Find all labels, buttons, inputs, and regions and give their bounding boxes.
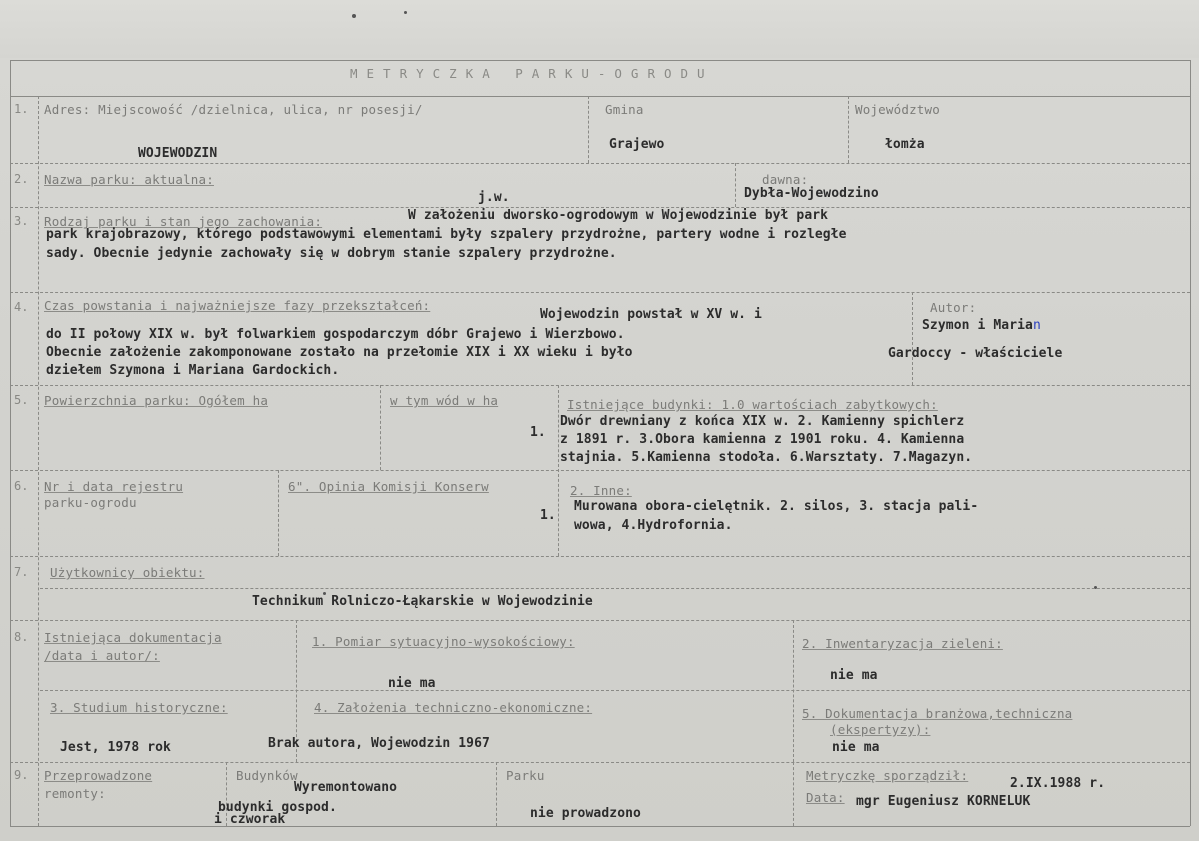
buildings-line-1: Dwór drewniany z końca XIX w. 2. Kamienny spichlerz (560, 414, 965, 429)
rule-row1 (10, 96, 1190, 97)
rule (380, 385, 381, 470)
gmina-value: Grajewo (609, 137, 665, 152)
prepared-by-value: mgr Eugeniusz KORNELUK (856, 794, 1031, 809)
frame-right (1190, 60, 1191, 826)
number-column-line (38, 96, 39, 826)
row-number-6: 6. (14, 479, 29, 493)
rule-row5 (10, 385, 1190, 386)
historical-study-label: 3. Studium historyczne: (50, 700, 228, 715)
water-area-label: w tym wód w ha (390, 393, 499, 408)
buildings-label: Istniejące budynki: 1.0 wartościach zabytkowych: (567, 397, 938, 412)
date-label: Data: (806, 790, 845, 805)
other-line-2: wowa, 4.Hydrofornia. (574, 518, 733, 533)
rule-row2 (10, 163, 1190, 164)
park-repairs-value: nie prowadzono (530, 806, 641, 821)
row-number-7: 7. (14, 565, 29, 579)
rule (588, 96, 589, 163)
rule-row6 (10, 470, 1190, 471)
historical-study-value: Jest, 1978 rok (60, 740, 171, 755)
frame-left (10, 60, 11, 826)
rule-row8 (10, 620, 1190, 621)
survey-value: nie ma (388, 676, 436, 691)
technical-value: Brak autora, Wojewodzin 1967 (268, 736, 490, 751)
address-label: Adres: Miejscowość /dzielnica, ulica, nr posesji/ (44, 102, 423, 117)
history-label: Czas powstania i najważniejsze fazy przekształceń: (44, 298, 431, 313)
repairs-label-2: remonty: (44, 786, 106, 801)
repairs-label-1: Przeprowadzone (44, 768, 153, 783)
prepared-by-label: Metryczkę sporządził: (806, 768, 969, 783)
branch-doc-label-2: (ekspertyzy): (830, 722, 931, 737)
park-name-label: Nazwa parku: aktualna: (44, 172, 214, 187)
register-label-2: parku-ogrodu (44, 495, 137, 510)
opinion-label: 6". Opinia Komisji Konserw (288, 479, 489, 494)
register-label-1: Nr i data rejestru (44, 479, 184, 494)
history-line-1: Wojewodzin powstał w XV w. i (540, 307, 762, 322)
row-number-9: 9. (14, 768, 29, 782)
history-line-4: dziełem Szymona i Mariana Gardockich. (46, 363, 340, 378)
buildings-repairs-value-2: budynki gospod. (218, 800, 337, 815)
buildings-line-2: z 1891 r. 3.Obora kamienna z 1901 roku. 4. Kamienna (560, 432, 965, 447)
area-label: Powierzchnia parku: Ogółem ha (44, 393, 269, 408)
address-value: WOJEWODZIN (138, 146, 218, 161)
rule (278, 470, 279, 556)
voivodeship-value: łomża (885, 137, 925, 152)
rule-row7-inner (40, 588, 1190, 589)
row-number-4: 4. (14, 300, 29, 314)
branch-doc-value: nie ma (832, 740, 880, 755)
other-list-number: 1. (540, 508, 556, 523)
row-number-3: 3. (14, 214, 29, 228)
ink-speck (404, 11, 407, 14)
author-line-1: Szymon i Marian (922, 318, 1041, 333)
rule-row4 (10, 292, 1190, 293)
survey-label: 1. Pomiar sytuacyjno-wysokościowy: (312, 634, 575, 649)
former-name-value: Dybła-Wojewodzino (744, 186, 879, 201)
rule (793, 620, 794, 762)
row-number-8: 8. (14, 630, 29, 644)
park-type-line-3: sady. Obecnie jedynie zachowały się w dobrym stanie szpalery przydrożne. (46, 246, 617, 261)
users-value: Technikum Rolniczo-Łąkarskie w Wojewodzinie (252, 594, 593, 609)
voivodeship-label: Województwo (855, 102, 940, 117)
documentation-label-1: Istniejąca dokumentacja (44, 630, 222, 645)
author-label: Autor: (930, 300, 977, 315)
buildings-repairs-value-3: i czworak (214, 812, 286, 827)
rule (912, 292, 913, 385)
row-number-1: 1. (14, 102, 29, 116)
row-number-5: 5. (14, 393, 29, 407)
buildings-list-number: 1. (530, 425, 546, 440)
park-name-value: j.w. (478, 190, 510, 205)
rule (848, 96, 849, 163)
park-repairs-label: Parku (506, 768, 545, 783)
form-title: METRYCZKA PARKU-OGRODU (350, 66, 714, 81)
buildings-repairs-value-1: Wyremontowano (294, 780, 398, 795)
other-label: 2. Inne: (570, 483, 632, 498)
buildings-repairs-label: Budynków (236, 768, 298, 783)
other-line-1: Murowana obora-cielętnik. 2. silos, 3. stacja pali- (574, 499, 979, 514)
date-value: 2.IX.1988 r. (1010, 776, 1106, 791)
rule (735, 163, 736, 207)
park-type-line-1: W założeniu dworsko-ogrodowym w Wojewodzinie był park (408, 208, 829, 223)
technical-label: 4. Założenia techniczno-ekonomiczne: (314, 700, 593, 715)
buildings-line-3: stajnia. 5.Kamienna stodoła. 6.Warsztaty. 7.Magazyn. (560, 450, 973, 465)
gmina-label: Gmina (605, 102, 644, 117)
park-type-line-2: park krajobrazowy, którego podstawowymi elementami były szpalery przydrożne, partery wodne i rozległe (46, 227, 847, 242)
branch-doc-label-1: 5. Dokumentacja branżowa,techniczna (802, 706, 1073, 721)
rule (496, 762, 497, 826)
frame-bottom (10, 826, 1190, 827)
rule-row8b (40, 690, 1190, 691)
history-line-2: do II połowy XIX w. był folwarkiem gospodarczym dóbr Grajewo i Wierzbowo. (46, 327, 625, 342)
ink-speck (352, 14, 356, 18)
rule (793, 762, 794, 826)
row-number-2: 2. (14, 172, 29, 186)
author-line-2: Gardoccy - właściciele (888, 346, 1063, 361)
park-type-label: Rodzaj parku i stan jego zachowania: (44, 214, 323, 229)
rule-row7 (10, 556, 1190, 557)
users-label: Użytkownicy obiektu: (50, 565, 205, 580)
greenery-label: 2. Inwentaryzacja zieleni: (802, 636, 1003, 651)
top-margin (0, 0, 1199, 58)
greenery-value: nie ma (830, 668, 878, 683)
rule (558, 385, 559, 556)
former-name-label: dawna: (762, 172, 809, 187)
rule-row9 (10, 762, 1190, 763)
frame-top (10, 60, 1190, 61)
history-line-3: Obecnie założenie zakomponowane zostało na przełomie XIX i XX wieku i było (46, 345, 633, 360)
documentation-label-2: /data i autor/: (44, 648, 160, 663)
